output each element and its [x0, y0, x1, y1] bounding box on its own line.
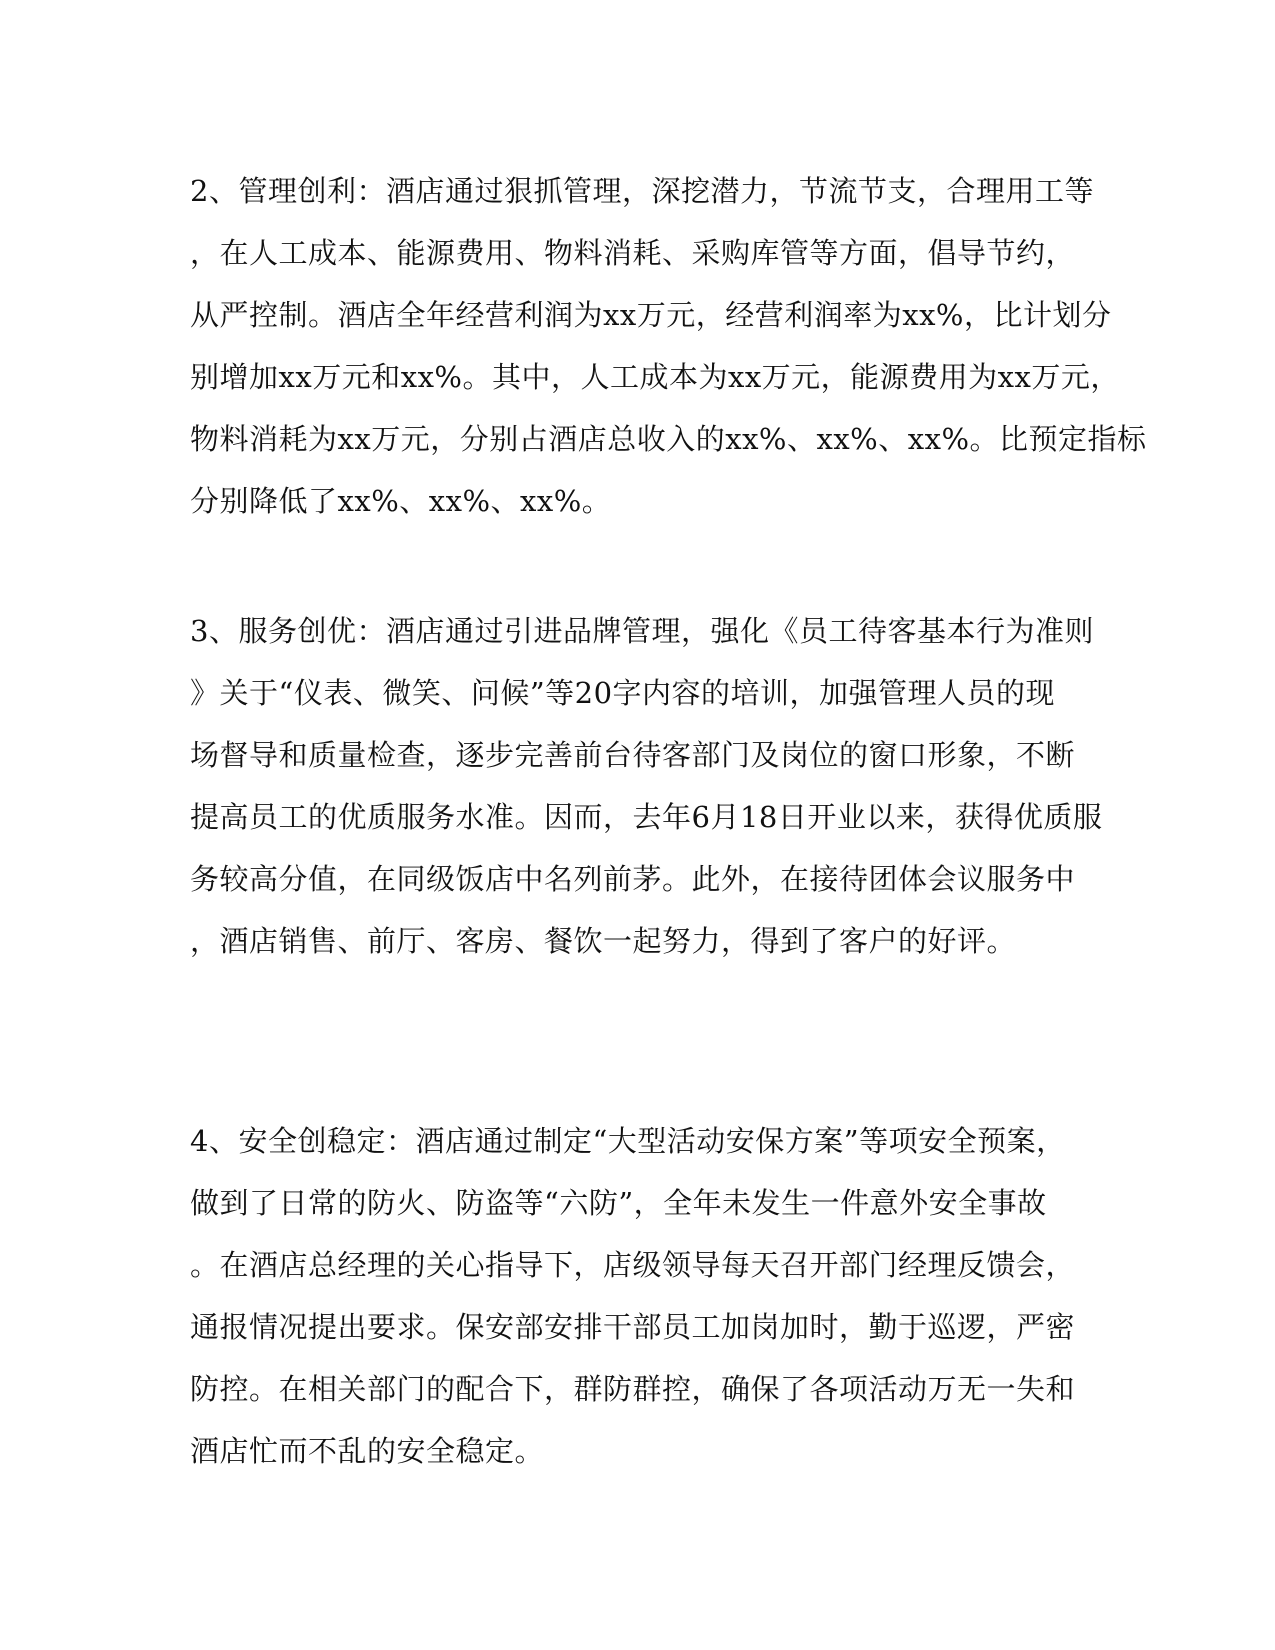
- text-line: 防控。在相关部门的配合下，群防群控，确保了各项活动万无一失和: [190, 1372, 1076, 1406]
- text-line: 酒店忙而不乱的安全稳定。: [190, 1434, 545, 1468]
- text-line: 务较高分值，在同级饭店中名列前茅。此外，在接待团体会议服务中: [190, 862, 1076, 896]
- text-line: ，酒店销售、前厅、客房、餐饮一起努力，得到了客户的好评。: [190, 924, 1017, 958]
- text-line: 》关于“仪表、微笑、问候”等20字内容的培训，加强管理人员的现: [190, 676, 1056, 710]
- text-line: 场督导和质量检查，逐步完善前台待客部门及岗位的窗口形象，不断: [190, 738, 1076, 772]
- paragraph-service-excellence: [190, 600, 1103, 972]
- text-line: 从严控制。酒店全年经营利润为xx万元，经营利润率为xx%，比计划分: [190, 298, 1112, 332]
- text-line: 提高员工的优质服务水准。因而，去年6月18日开业以来，获得优质服: [190, 800, 1103, 834]
- text-line: ，在人工成本、能源费用、物料消耗、采购库管等方面，倡导节约，: [190, 236, 1076, 270]
- text-line: 2、管理创利：酒店通过狠抓管理，深挖潜力，节流节支，合理用工等: [190, 174, 1094, 208]
- text-line: 物料消耗为xx万元，分别占酒店总收入的xx%、xx%、xx%。比预定指标: [190, 422, 1147, 456]
- paragraph-safety-stability: [190, 1110, 1090, 1482]
- text-line: 分别降低了xx%、xx%、xx%。: [190, 484, 612, 518]
- text-line: 3、服务创优：酒店通过引进品牌管理，强化《员工待客基本行为准则: [190, 614, 1094, 648]
- paragraph-management-profit: [190, 160, 1147, 532]
- text-line: 。在酒店总经理的关心指导下，店级领导每天召开部门经理反馈会，: [190, 1248, 1076, 1282]
- text-line: 别增加xx万元和xx%。其中，人工成本为xx万元，能源费用为xx万元，: [190, 360, 1120, 394]
- text-line: 通报情况提出要求。保安部安排干部员工加岗加时，勤于巡逻，严密: [190, 1310, 1076, 1344]
- text-line: 4、安全创稳定：酒店通过制定“大型活动安保方案”等项安全预案，: [190, 1124, 1066, 1158]
- text-line: 做到了日常的防火、防盗等“六防”，全年未发生一件意外安全事故: [190, 1186, 1047, 1220]
